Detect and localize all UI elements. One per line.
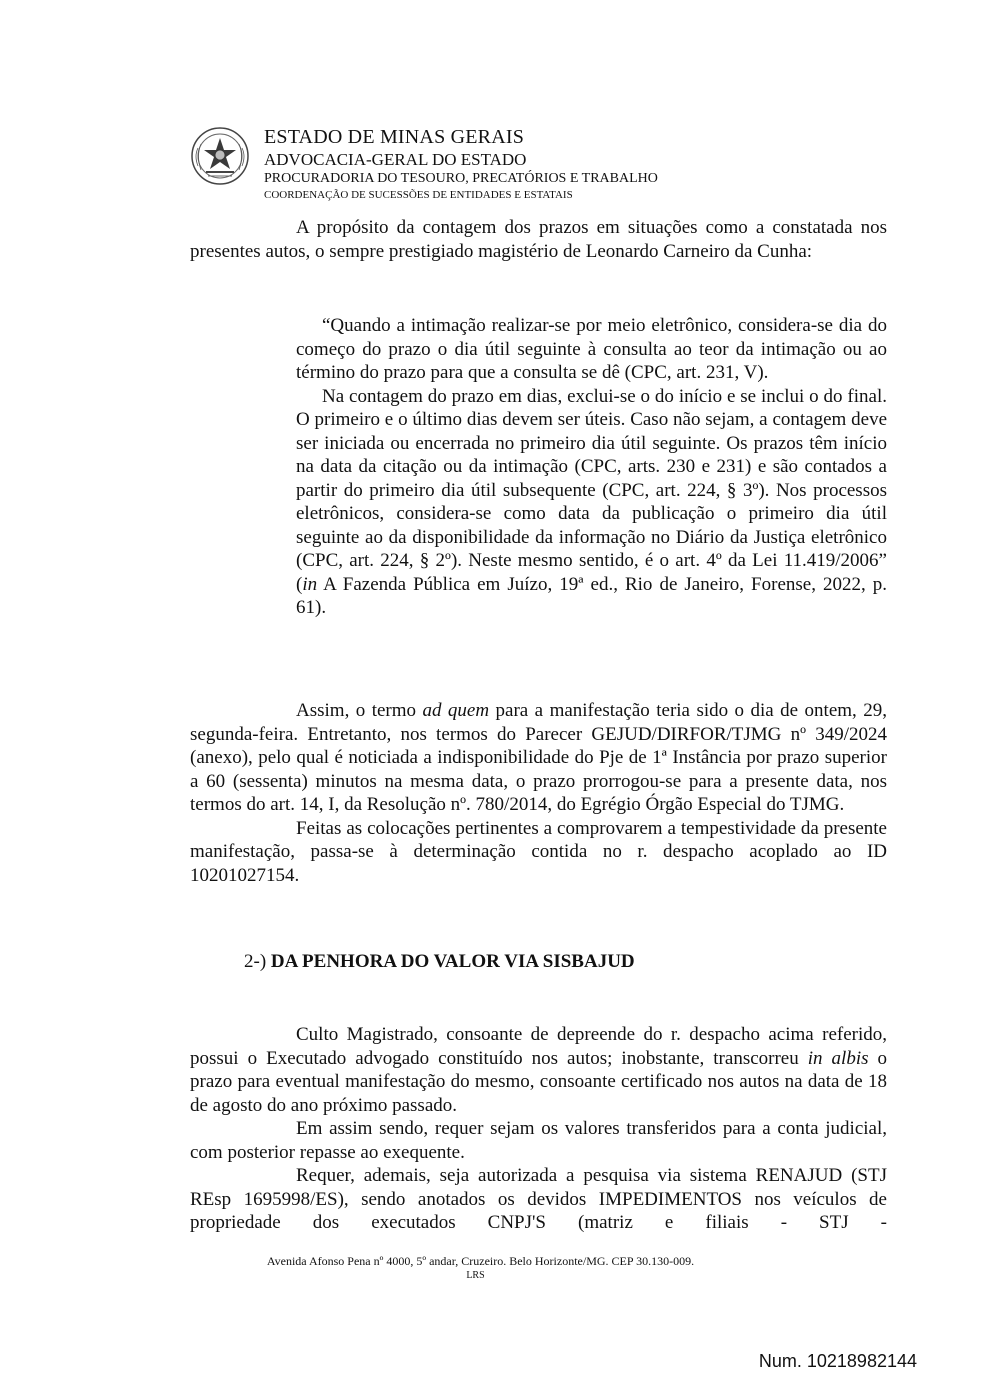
paragraph-requer: Requer, ademais, seja autorizada a pesquisa via sistema RENAJUD (STJ REsp 1695998/ES), sendo anotados os devidos IMPEDIMENTOS nos veículos de propriedade dos executados CNPJ'S (matriz e filiais - STJ -: [190, 1165, 887, 1233]
footer-address: Avenida Afonso Pena nº 4000, 5º andar, Cruzeiro. Belo Horizonte/MG. CEP 30.130-009.: [266, 1254, 695, 1268]
assim-start: Assim, o termo: [296, 700, 423, 721]
header-agency: ADVOCACIA-GERAL DO ESTADO: [264, 150, 527, 169]
quote-p2-italic: in: [302, 573, 318, 595]
section-title: [244, 950, 635, 973]
paragraph-em-assim: Em assim sendo, requer sejam os valores transferidos para a conta judicial, com posterior repasse ao exequente.: [190, 1118, 887, 1163]
paragraph-feitas: Feitas as colocações pertinentes a comprovarem a tempestividade da presente manifestação, passa-se à determinação contida no r. despacho acoplado ao ID 10201027154.: [190, 817, 887, 886]
paragraph-culto: [190, 1023, 887, 1117]
page-footer: [0, 1254, 989, 1282]
section-number: 2-): [244, 951, 271, 972]
document-number: Num. 10218982144: [758, 1351, 917, 1371]
quote-paragraph-2: [296, 385, 887, 620]
culto-end: o prazo para eventual manifestação do mesmo, consoante certificado nos autos na data de 18 de agosto do ano próximo passado.: [190, 1047, 888, 1116]
section-heading: DA PENHORA DO VALOR VIA SISBAJUD: [270, 951, 635, 972]
paragraphs-penhora: [190, 1023, 887, 1235]
assim-end: para a manifestação teria sido o dia de ontem, 29, segunda-feira. Entretanto, nos termos do Parecer GEJUD/DIRFOR/TJMG nº 349/2024 (anexo), pelo qual é noticiada a indisponibilidade do Pje de 1ª Instância por prazo superior a 60 (sessenta) minutos na mesma data, o prazo prorrogou-se para a presente data, nos termos do art. 14, I, da Resolução nº. 780/2014, do Egrégio Órgão Especial do TJMG.: [190, 700, 887, 815]
culto-italic: in albis: [807, 1047, 869, 1069]
quote-paragraph-1: “Quando a intimação realizar-se por meio eletrônico, considera-se dia do começo do prazo o dia útil seguinte à consulta ao teor da intimação ou ao término do prazo para que a consulta se dê (CPC, art. 231, V).: [296, 315, 887, 383]
assim-italic: ad quem: [422, 700, 490, 721]
quote-p2-text: Na contagem do prazo em dias, exclui-se o do início e se inclui o do final. O primeiro e o último dias devem ser úteis. Caso não sejam, a contagem deve ser iniciada ou encerrada no primeiro dia útil seguinte. Os prazos têm início na data da citação ou da intimação (CPC, arts. 230 e 231) e são contados a partir do primeiro dia útil subsequente (CPC, art. 224, § 3º). Nos processos eletrônicos, considera-se como data da publicação o primeiro dia útil seguinte ao da disponibilidade da informação no Diário da Justiça eletrônico (CPC, art. 224, § 2º). Neste mesmo sentido, é o art. 4º da Lei 11.419/2006” (: [296, 385, 887, 595]
intro-paragraph: [190, 216, 887, 263]
header-procuradoria: PROCURADORIA DO TESOURO, PRECATÓRIOS E TRABALHO: [264, 171, 658, 186]
paragraphs-tempestividade: [190, 699, 887, 887]
paragraph-assim: [190, 699, 887, 817]
footer-initials: LRS: [466, 1270, 485, 1281]
coat-of-arms-seal-icon: [190, 126, 250, 186]
citation-quote: [296, 314, 887, 620]
quote-p2-source: A Fazenda Pública em Juízo, 19ª ed., Rio de Janeiro, Forense, 2022, p. 61).: [296, 573, 887, 618]
header-coordenacao: COORDENAÇÃO DE SUCESSÕES DE ENTIDADES E ESTATAIS: [264, 189, 573, 201]
intro-text: A propósito da contagem dos prazos em situações como a constatada nos presentes autos, o sempre prestigiado magistério de Leonardo Carneiro da Cunha:: [190, 217, 887, 262]
header-state: ESTADO DE MINAS GERAIS: [264, 126, 525, 148]
culto-start: Culto Magistrado, consoante de depreende do r. despacho acima referido, possui o Executado advogado constituído nos autos; inobstante, transcorreu: [190, 1024, 887, 1069]
